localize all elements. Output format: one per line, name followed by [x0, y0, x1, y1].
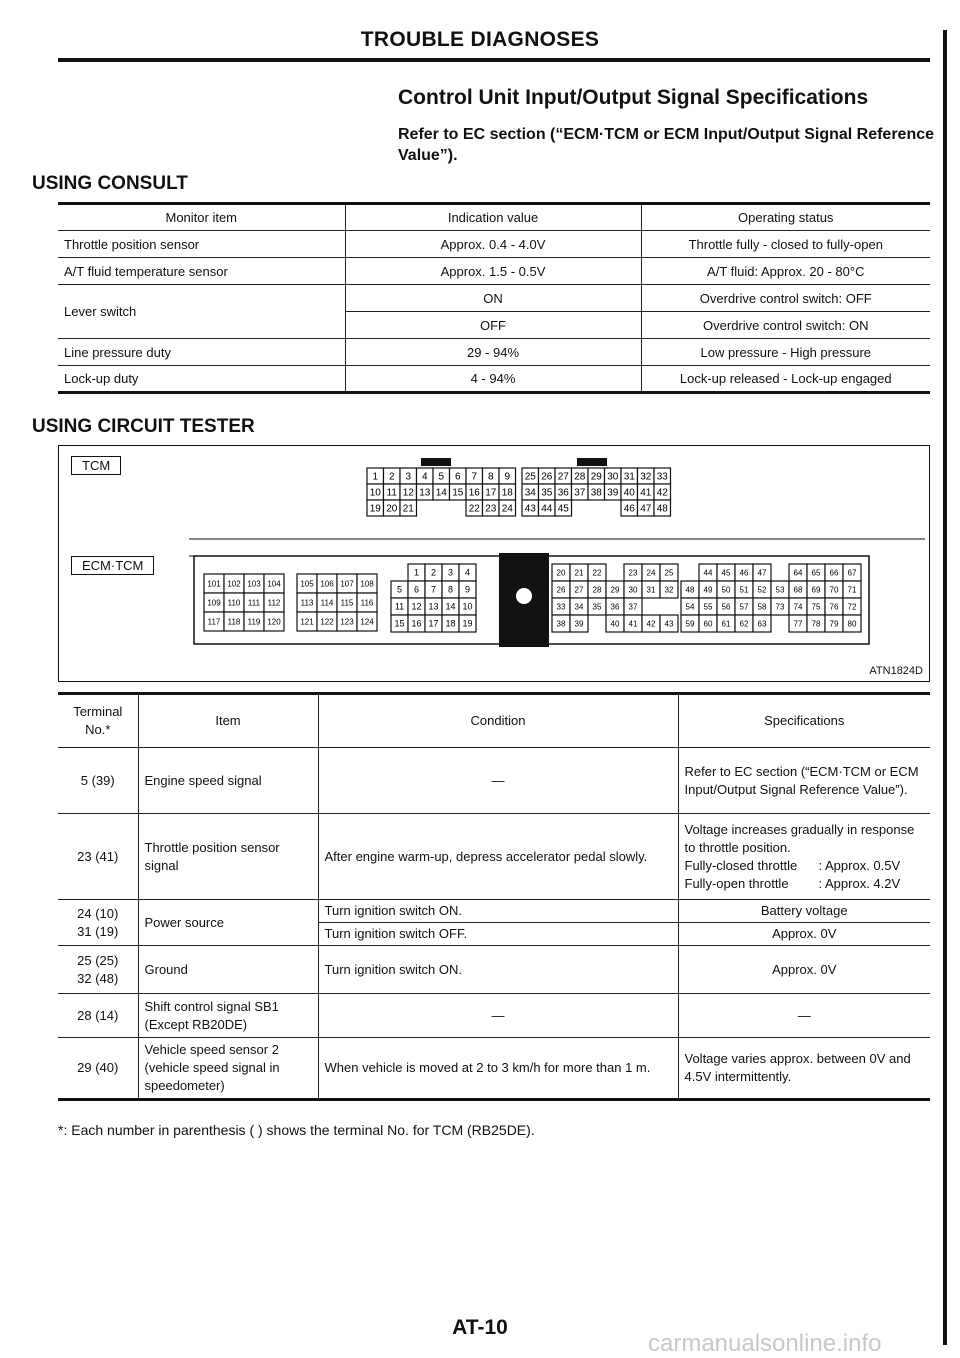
section-reference: Refer to EC section (“ECM·TCM or ECM Input/Output Signal Reference Value”).: [398, 126, 935, 164]
connector-pin-label: 37: [628, 602, 638, 612]
connector-pin-label: 6: [413, 584, 420, 595]
specification: Approx. 0V: [678, 946, 930, 994]
spec-pair: [685, 875, 925, 893]
connector-pin-label: 11: [386, 487, 397, 499]
connector-pin-label: 9: [464, 584, 471, 595]
connector-pin-label: 4: [464, 567, 471, 578]
specification: Battery voltage: [678, 900, 930, 923]
connector-pin-label: 3: [447, 567, 454, 578]
col-monitor-item: Monitor item: [58, 204, 345, 231]
item: Vehicle speed sensor 2 (vehicle speed signal in speedometer): [138, 1038, 318, 1100]
item: Engine speed signal: [138, 748, 318, 814]
connector-pin-label: 35: [541, 487, 553, 499]
connector-pin-label: 12: [402, 487, 414, 499]
connector-pin-label: 64: [793, 568, 803, 578]
connector-pin-label: 25: [664, 568, 674, 578]
indication-value: Approx. 0.4 - 4.0V: [345, 231, 641, 258]
connector-pin-label: 14: [435, 487, 447, 499]
consult-heading: USING CONSULT: [32, 173, 188, 194]
connector-pin-label: 38: [590, 487, 602, 499]
connector-pin-label: 8: [487, 471, 494, 483]
condition: Turn ignition switch ON.: [318, 900, 678, 923]
connector-pin-label: 110: [227, 598, 241, 608]
connector-pin-label: 2: [388, 471, 395, 483]
terminal-no: 28 (14): [58, 994, 138, 1038]
connector-pin-label: 102: [227, 579, 241, 589]
condition: Turn ignition switch OFF.: [318, 923, 678, 946]
connector-pin-label: 45: [721, 568, 731, 578]
tester-heading: USING CIRCUIT TESTER: [32, 416, 255, 437]
connector-pin-label: 34: [574, 602, 584, 612]
watermark: carmanualsonline.info: [648, 1330, 882, 1357]
connector-pin-label: 5: [396, 584, 403, 595]
connector-pin-label: 43: [524, 503, 536, 515]
connector-pin-label: 41: [628, 619, 638, 629]
connector-pin-label: 26: [556, 585, 566, 595]
terminal-no: 24 (10) 31 (19): [58, 900, 138, 946]
connector-pin-label: 111: [247, 598, 261, 608]
indication-value: OFF: [345, 312, 641, 339]
connector-pin-label: 62: [739, 619, 749, 629]
item: Shift control signal SB1 (Except RB20DE): [138, 994, 318, 1038]
connector-pin-label: 67: [847, 568, 857, 578]
connector-pin-label: 76: [829, 602, 839, 612]
connector-pin-label: 122: [320, 617, 334, 627]
monitor-item: Lever switch: [58, 285, 345, 339]
connector-pin-label: 79: [829, 619, 839, 629]
connector-pin-label: 10: [462, 601, 473, 612]
header-rule: [58, 58, 930, 62]
connector-pin-label: 58: [757, 602, 767, 612]
monitor-item: Lock-up duty: [58, 366, 345, 393]
operating-status: A/T fluid: Approx. 20 - 80°C: [641, 258, 930, 285]
connector-pin-label: 57: [739, 602, 749, 612]
table-row: [58, 994, 930, 1038]
connector-pin-label: 106: [320, 579, 334, 589]
connector-pin-map: [59, 446, 928, 680]
col-specifications: Specifications: [678, 694, 930, 748]
connector-pin-label: 6: [454, 471, 461, 483]
connector-pin-label: 59: [685, 619, 695, 629]
connector-pin-label: 17: [428, 618, 439, 629]
item: Power source: [138, 900, 318, 946]
condition: When vehicle is moved at 2 to 3 km/h for more than 1 m.: [318, 1038, 678, 1100]
connector-pin-label: 43: [664, 619, 674, 629]
operating-status: Throttle fully - closed to fully-open: [641, 231, 930, 258]
connector-pin-label: 20: [386, 503, 398, 515]
connector-pin-label: 35: [592, 602, 602, 612]
connector-pin-label: 28: [574, 471, 586, 483]
connector-pin-label: 4: [421, 471, 428, 483]
connector-pin-label: 37: [574, 487, 586, 499]
connector-pin-label: 2: [430, 567, 437, 578]
connector-pin-label: 3: [405, 471, 412, 483]
connector-pin-label: 38: [556, 619, 566, 629]
connector-diagram: [58, 445, 930, 682]
connector-pin-label: 20: [556, 568, 566, 578]
col-terminal: Terminal No.*: [58, 694, 138, 748]
terminal-no: 5 (39): [58, 748, 138, 814]
condition: —: [318, 748, 678, 814]
specification: Voltage varies approx. between 0V and 4.5V intermittently.: [678, 1038, 930, 1100]
connector-pin-label: 117: [207, 617, 221, 627]
spec-pair-value: : Approx. 0.5V: [818, 857, 901, 873]
connector-pin-label: 16: [411, 618, 422, 629]
connector-pin-label: 36: [557, 487, 569, 499]
connector-pin-label: 10: [369, 487, 381, 499]
connector-pin-label: 44: [541, 503, 553, 515]
connector-pin-label: 115: [340, 598, 354, 608]
connector-pin-label: 29: [610, 585, 620, 595]
connector-pin-label: 71: [847, 585, 857, 595]
table-row: [58, 748, 930, 814]
margin-bar: [943, 30, 947, 1345]
connector-pin-label: 65: [811, 568, 821, 578]
connector-pin-label: 48: [656, 503, 668, 515]
connector-pin-label: 1: [413, 567, 420, 578]
connector-pin-label: 103: [247, 579, 261, 589]
connector-pin-label: 26: [541, 471, 553, 483]
connector-pin-label: 5: [438, 471, 445, 483]
item: Ground: [138, 946, 318, 994]
connector-pin-label: 73: [775, 602, 785, 612]
connector-pin-label: 118: [227, 617, 241, 627]
specification: Approx. 0V: [678, 923, 930, 946]
indication-value: ON: [345, 285, 641, 312]
spec-line: Voltage increases gradually in response to throttle position.: [684, 821, 915, 855]
col-operating-status: Operating status: [641, 204, 930, 231]
connector-pin-label: 30: [607, 471, 619, 483]
specification: —: [678, 994, 930, 1038]
table-row: [58, 339, 930, 366]
table-row: [58, 1038, 930, 1100]
spec-pair: [685, 857, 925, 875]
connector-pin-label: 17: [485, 487, 497, 499]
connector-pin-label: 119: [247, 617, 261, 627]
connector-pin-label: 123: [340, 617, 354, 627]
table-row: [58, 285, 930, 312]
connector-pin-label: 45: [557, 503, 569, 515]
table-row: [58, 231, 930, 258]
page-header: TROUBLE DIAGNOSES: [360, 28, 600, 51]
connector-pin-label: 109: [207, 598, 221, 608]
connector-pin-label: 113: [300, 598, 314, 608]
operating-status: Low pressure - High pressure: [641, 339, 930, 366]
connector-pin-label: 63: [757, 619, 767, 629]
connector-pin-label: 55: [703, 602, 713, 612]
connector-pin-label: 13: [419, 487, 431, 499]
connector-pin-label: 51: [739, 585, 749, 595]
monitor-item: Throttle position sensor: [58, 231, 345, 258]
tcm-label: TCM: [71, 456, 121, 475]
connector-pin-label: 47: [757, 568, 767, 578]
terminal-no: 25 (25) 32 (48): [58, 946, 138, 994]
connector-pin-label: 39: [607, 487, 619, 499]
indication-value: Approx. 1.5 - 0.5V: [345, 258, 641, 285]
connector-pin-label: 41: [640, 487, 652, 499]
spec-pair-value: : Approx. 4.2V: [818, 875, 901, 891]
connector-pin-label: 7: [430, 584, 437, 595]
col-indication-value: Indication value: [345, 204, 641, 231]
operating-status: Overdrive control switch: ON: [641, 312, 930, 339]
connector-pin-label: 32: [664, 585, 674, 595]
footnote: *: Each number in parenthesis ( ) shows the terminal No. for TCM (RB25DE).: [58, 1122, 535, 1138]
spec-pair-label: Fully-open throttle: [684, 875, 789, 891]
connector-pin-label: 69: [811, 585, 821, 595]
figure-id: ATN1824D: [869, 665, 923, 677]
specification: [678, 814, 930, 900]
connector-pin-label: 7: [471, 471, 478, 483]
spec-pair-label: Fully-closed throttle: [684, 857, 798, 873]
connector-pin-label: 19: [462, 618, 473, 629]
connector-pin-label: 36: [610, 602, 620, 612]
connector-pin-label: 39: [574, 619, 584, 629]
connector-pin-label: 105: [300, 579, 314, 589]
connector-pin-label: 16: [468, 487, 480, 499]
connector-pin-label: 120: [267, 617, 281, 627]
connector-pin-label: 53: [775, 585, 785, 595]
connector-pin-label: 15: [452, 487, 464, 499]
connector-pin-label: 114: [320, 598, 334, 608]
indication-value: 29 - 94%: [345, 339, 641, 366]
connector-pin-label: 101: [207, 579, 221, 589]
connector-pin-label: 47: [640, 503, 652, 515]
connector-pin-label: 18: [445, 618, 456, 629]
connector-pin-label: 121: [300, 617, 314, 627]
connector-pin-label: 33: [656, 471, 668, 483]
connector-pin-label: 44: [703, 568, 713, 578]
table-row: [58, 814, 930, 900]
item: Throttle position sensor signal: [138, 814, 318, 900]
terminal-no: 29 (40): [58, 1038, 138, 1100]
indication-value: 4 - 94%: [345, 366, 641, 393]
operating-status: Lock-up released - Lock-up engaged: [641, 366, 930, 393]
monitor-item: A/T fluid temperature sensor: [58, 258, 345, 285]
terminal-no: 23 (41): [58, 814, 138, 900]
connector-pin-label: 25: [524, 471, 536, 483]
connector-pin-label: 60: [703, 619, 713, 629]
table-row: [58, 366, 930, 393]
connector-pin-label: 50: [721, 585, 731, 595]
connector-pin-label: 14: [445, 601, 456, 612]
connector-pin-label: 107: [340, 579, 354, 589]
connector-pin-label: 33: [556, 602, 566, 612]
connector-pin-label: 46: [739, 568, 749, 578]
terminal-table: [58, 692, 930, 1101]
connector-pin-label: 9: [504, 471, 511, 483]
connector-pin-label: 74: [793, 602, 803, 612]
connector-pin-label: 108: [360, 579, 374, 589]
connector-pin-label: 104: [267, 579, 281, 589]
connector-pin-label: 22: [468, 503, 480, 515]
connector-pin-label: 1: [372, 471, 379, 483]
connector-pin-label: 21: [574, 568, 584, 578]
connector-pin-label: 30: [628, 585, 638, 595]
connector-pin-label: 12: [411, 601, 422, 612]
connector-pin-label: 31: [646, 585, 656, 595]
monitor-item: Line pressure duty: [58, 339, 345, 366]
condition: Turn ignition switch ON.: [318, 946, 678, 994]
consult-header-row: [58, 204, 930, 231]
connector-pin-label: 34: [524, 487, 536, 499]
connector-pin-label: 46: [623, 503, 635, 515]
connector-pin-label: 124: [360, 617, 374, 627]
connector-pin-label: 22: [592, 568, 602, 578]
connector-pin-label: 11: [394, 601, 405, 612]
connector-pin-label: 32: [640, 471, 652, 483]
connector-pin-label: 8: [447, 584, 454, 595]
connector-pin-label: 112: [267, 598, 281, 608]
connector-pin-label: 68: [793, 585, 803, 595]
connector-pin-label: 19: [369, 503, 381, 515]
connector-pin-label: 15: [394, 618, 405, 629]
connector-pin-label: 23: [628, 568, 638, 578]
connector-pin-label: 56: [721, 602, 731, 612]
connector-pin-label: 29: [590, 471, 602, 483]
connector-pin-label: 66: [829, 568, 839, 578]
connector-pin-label: 116: [360, 598, 374, 608]
connector-pin-label: 54: [685, 602, 695, 612]
condition: After engine warm-up, depress accelerator pedal slowly.: [318, 814, 678, 900]
connector-pin-label: 13: [428, 601, 439, 612]
connector-pin-label: 49: [703, 585, 713, 595]
connector-pin-label: 42: [656, 487, 668, 499]
connector-pin-label: 24: [501, 503, 513, 515]
col-item: Item: [138, 694, 318, 748]
table-row: [58, 946, 930, 994]
connector-pin-label: 42: [646, 619, 656, 629]
connector-pin-label: 72: [847, 602, 857, 612]
connector-pin-label: 24: [646, 568, 656, 578]
connector-pin-label: 27: [574, 585, 584, 595]
connector-pin-label: 40: [610, 619, 620, 629]
col-condition: Condition: [318, 694, 678, 748]
ecm-tcm-label: ECM·TCM: [71, 556, 154, 575]
connector-pin-label: 70: [829, 585, 839, 595]
connector-pin-label: 18: [501, 487, 513, 499]
terminal-header-row: [58, 694, 930, 748]
connector-pin-label: 52: [757, 585, 767, 595]
connector-pin-label: 48: [685, 585, 695, 595]
consult-table: [58, 202, 930, 394]
page-number: AT-10: [452, 1316, 508, 1339]
connector-pin-label: 28: [592, 585, 602, 595]
connector-pin-label: 23: [485, 503, 497, 515]
condition: —: [318, 994, 678, 1038]
specification: Refer to EC section (“ECM·TCM or ECM Input/Output Signal Reference Value”).: [678, 748, 930, 814]
connector-pin-label: 21: [402, 503, 414, 515]
connector-pin-label: 78: [811, 619, 821, 629]
connector-pin-label: 77: [793, 619, 803, 629]
section-title: Control Unit Input/Output Signal Specifications: [398, 86, 869, 109]
connector-pin-label: 40: [623, 487, 635, 499]
operating-status: Overdrive control switch: OFF: [641, 285, 930, 312]
table-row: [58, 900, 930, 923]
connector-pin-label: 31: [623, 471, 635, 483]
connector-pin-label: 27: [557, 471, 569, 483]
table-row: [58, 258, 930, 285]
connector-pin-label: 75: [811, 602, 821, 612]
connector-pin-label: 61: [721, 619, 731, 629]
connector-pin-label: 80: [847, 619, 857, 629]
